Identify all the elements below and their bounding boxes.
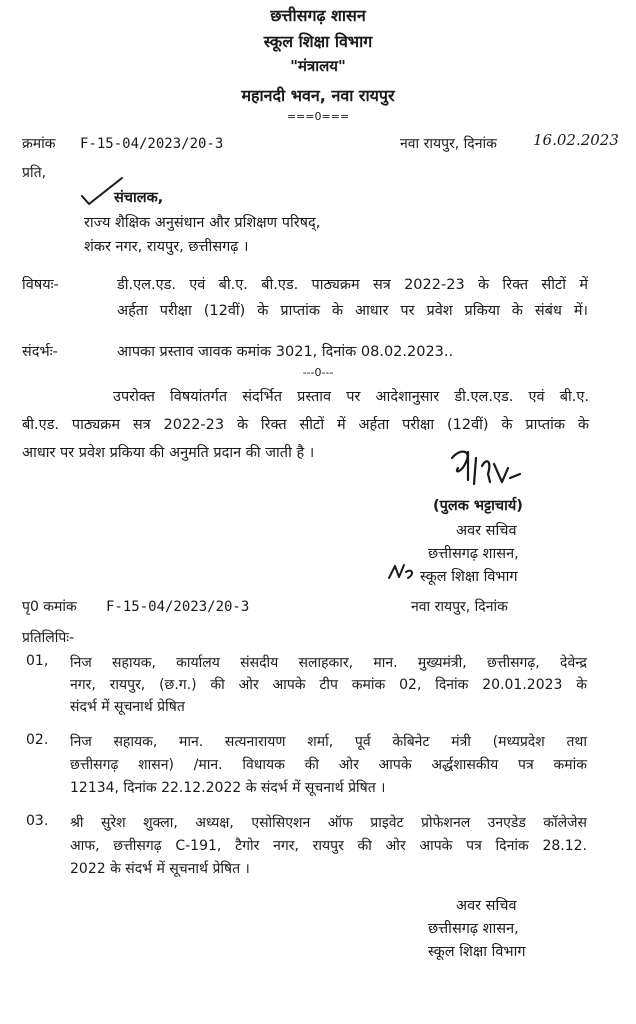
subject-line-2: अर्हता परीक्षा (12वीं) के प्राप्तांक के आधार पर प्रवेश प्रकिया के संबंध में। bbox=[117, 303, 588, 319]
endorsement-place-date-label: नवा रायपुर, दिनांक bbox=[411, 599, 508, 615]
endorsement-number-label: पृ0 कमांक bbox=[22, 599, 77, 615]
copy-item-number: 01, bbox=[26, 653, 49, 669]
reference-label: संदर्भः- bbox=[22, 344, 58, 360]
copy-item-line: श्री सुरेश शुक्ला, अध्यक्ष, एसोसिएशन ऑफ प्राइवेट प्रोफेशनल उनएडेड कॉलेजेस bbox=[70, 815, 587, 831]
header-secretariat: "मंत्रालय" bbox=[290, 57, 346, 75]
copy-item-number: 02. bbox=[26, 732, 49, 748]
body-line-1: उपरोक्त विषयांतर्गत संदर्भित प्रस्ताव पर आदेशानुसार डी.एल.एड. एवं बी.ए. bbox=[113, 389, 589, 405]
footer-organization: छत्तीसगढ़ शासन, bbox=[428, 921, 519, 937]
endorsement-number: F-15-04/2023/20-3 bbox=[106, 599, 250, 615]
reference-text: आपका प्रस्ताव जावक कमांक 3021, दिनांक 08.02.2023.. bbox=[117, 344, 454, 360]
footer-department: स्कूल शिक्षा विभाग bbox=[428, 944, 526, 960]
copy-label: प्रतिलिपिः- bbox=[22, 630, 75, 646]
copy-item-line: संदर्भ में सूचनार्थ प्रेषित bbox=[70, 699, 185, 715]
signatory-organization: छत्तीसगढ़ शासन, bbox=[428, 546, 519, 562]
recipient-address: शंकर नगर, रायपुर, छत्तीसगढ़ । bbox=[84, 239, 249, 255]
reference-separator: ---0--- bbox=[302, 366, 334, 379]
recipient-designation: संचालक, bbox=[114, 190, 164, 206]
body-line-2: बी.एड. पाठ्यक्रम सत्र 2022-23 के रिक्त सीटों में अर्हता परीक्षा (12वीं) के प्राप्तांक के bbox=[22, 417, 589, 433]
header-address: महानदी भवन, नवा रायपुर bbox=[241, 86, 395, 105]
to-label: प्रति, bbox=[22, 165, 47, 181]
footer-designation: अवर सचिव bbox=[456, 898, 517, 914]
signatory-department: स्कूल शिक्षा विभाग bbox=[420, 569, 518, 585]
initials-icon bbox=[386, 560, 418, 584]
signatory-designation: अवर सचिव bbox=[456, 523, 517, 539]
copy-item-line: निज सहायक, कार्यालय संसदीय सलाहकार, मान. मुख्यमंत्री, छत्तीसगढ़, देवेन्द्र bbox=[70, 655, 587, 671]
signatory-name: (पुलक भट्टाचार्य) bbox=[433, 498, 523, 514]
body-line-3: आधार पर प्रवेश प्रकिया की अनुमति प्रदान की जाती है । bbox=[22, 445, 315, 461]
copy-item-line: आफ, छत्तीसगढ़ C-191, टैगोर नगर, रायपुर की ओर आपके पत्र दिनांक 28.12. bbox=[70, 838, 587, 854]
signature-icon bbox=[446, 444, 526, 492]
order-date: 16.02.2023 bbox=[533, 131, 619, 149]
header-government: छत्तीसगढ़ शासन bbox=[270, 6, 366, 25]
copy-item-number: 03. bbox=[26, 813, 49, 829]
order-number-label: क्रमांक bbox=[22, 136, 56, 152]
subject-line-1: डी.एल.एड. एवं बी.ए. बी.एड. पाठ्यक्रम सत्र 2022-23 के रिक्त सीटों में bbox=[117, 277, 588, 293]
copy-item-line: छत्तीसगढ़ शासन) /मान. विधायक की ओर आपके अर्द्धशासकीय पत्र कमांक bbox=[70, 757, 587, 773]
copy-item-line: निज सहायक, मान. सत्यनारायण शर्मा, पूर्व केबिनेट मंत्री (मध्यप्रदेश तथा bbox=[70, 734, 587, 750]
header-department: स्कूल शिक्षा विभाग bbox=[263, 32, 373, 51]
subject-label: विषयः- bbox=[22, 277, 59, 293]
header-separator: ===0=== bbox=[286, 110, 350, 123]
recipient-organization: राज्य शैक्षिक अनुसंधान और प्रशिक्षण परिषद्, bbox=[84, 215, 321, 231]
copy-item-line: नगर, रायपुर, (छ.ग.) की ओर आपके टीप कमांक 02, दिनांक 20.01.2023 के bbox=[70, 677, 587, 693]
copy-item-line: 12134, दिनांक 22.12.2022 के संदर्भ में सूचनार्थ प्रेषित । bbox=[70, 780, 386, 796]
order-place-date-label: नवा रायपुर, दिनांक bbox=[400, 136, 497, 152]
copy-item-line: 2022 के संदर्भ में सूचनार्थ प्रेषित । bbox=[70, 861, 250, 877]
order-number: F-15-04/2023/20-3 bbox=[80, 136, 224, 152]
